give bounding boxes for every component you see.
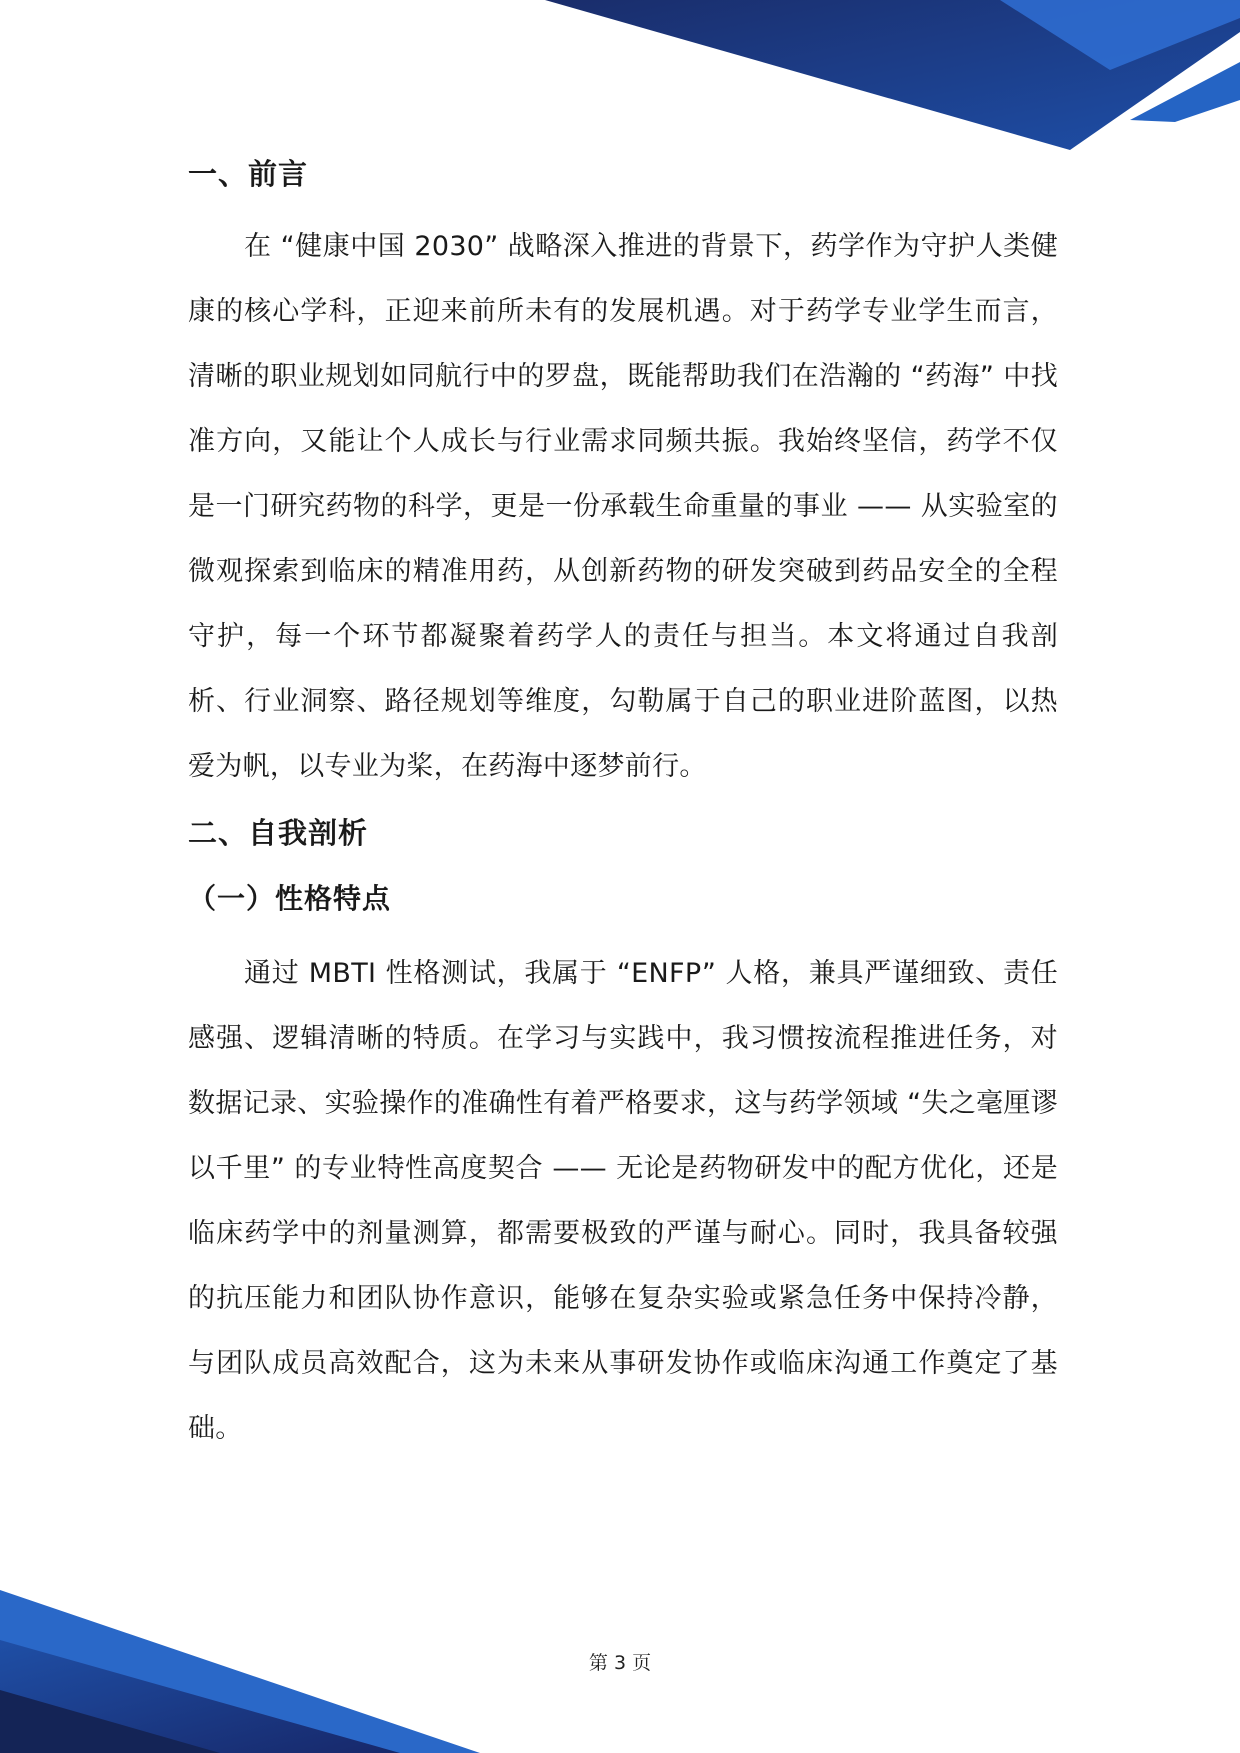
section-heading-self-analysis: 二、自我剖析 (188, 816, 369, 850)
top-right-stripe-light (1000, 0, 1240, 70)
section-heading-preface: 一、前言 (188, 157, 309, 191)
top-right-stripe-dark (545, 0, 1240, 150)
page-content (188, 150, 1058, 1461)
personality-paragraph: 通过 MBTI 性格测试，我属于 “ENFP” 人格，兼具严谨细致、责任感强、逻辑清晰的特质。在学习与实践中，我习惯按流程推进任务，对数据记录、实验操作的准确性有着严格要求，这与药学领域 “失之毫厘谬以千里” 的专业特性高度契合 —— 无论是药物研发中的配方优化，还是临床药学中的剂量测算，都需要极致的严谨与耐心。同时，我具备较强的抗压能力和团队协作意识，能够在复杂实验或紧急任务中保持冷静，与团队成员高效配合，这为未来从事研发协作或临床沟通工作奠定了基础。 (188, 958, 1058, 1444)
bottom-left-corner (0, 1690, 220, 1753)
subsection-heading-personality: （一）性格特点 (188, 882, 392, 915)
page-number: 第 3 页 (588, 1652, 652, 1674)
top-right-accent (1130, 62, 1240, 122)
preface-paragraph: 在 “健康中国 2030” 战略深入推进的背景下，药学作为守护人类健康的核心学科，正迎来前所未有的发展机遇。对于药学专业学生而言，清晰的职业规划如同航行中的罗盘，既能帮助我们在浩瀚的 “药海” 中找准方向，又能让个人成长与行业需求同频共振。我始终坚信，药学不仅是一门研究药物的科学，更是一份承载生命重量的事业 —— 从实验室的微观探索到临床的精准用药，从创新药物的研发突破到药品安全的全程守护，每一个环节都凝聚着药学人的责任与担当。本文将通过自我剖析、行业洞察、路径规划等维度，勾勒属于自己的职业进阶蓝图，以热爱为帆，以专业为桨，在药海中逐梦前行。 (188, 231, 1058, 782)
